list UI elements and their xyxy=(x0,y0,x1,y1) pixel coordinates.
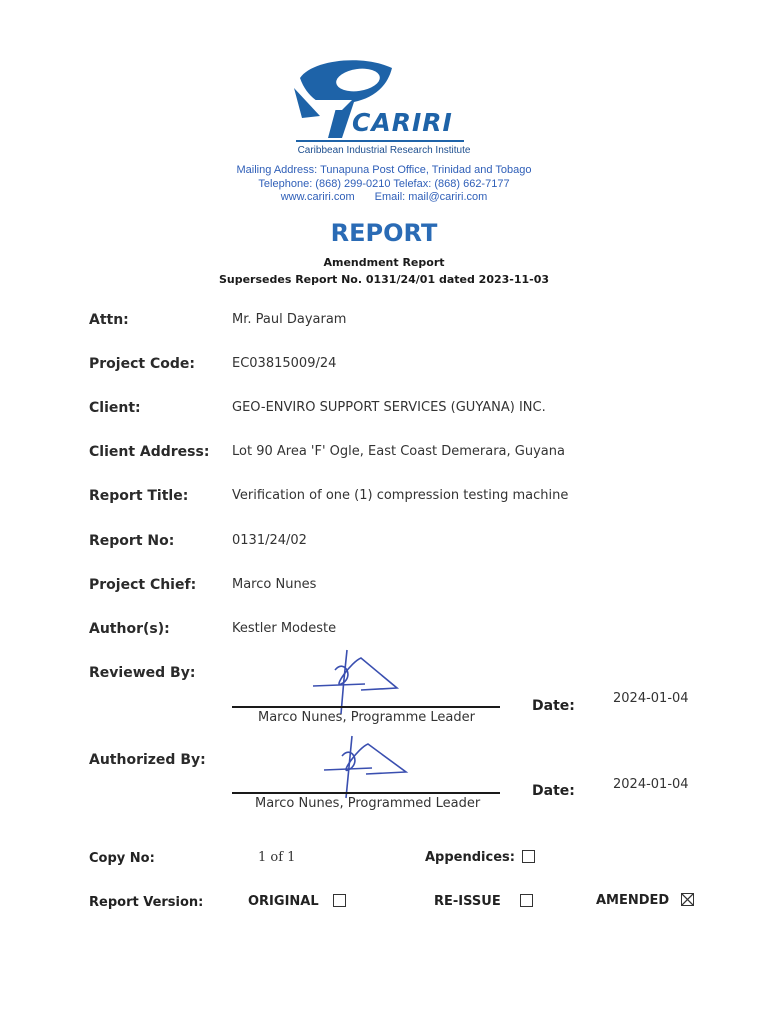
page-title: REPORT xyxy=(330,219,438,247)
authorized-date-value: 2024-01-04 xyxy=(613,777,689,792)
reissue-checkbox[interactable] xyxy=(520,894,533,907)
authors-value: Kestler Modeste xyxy=(232,621,337,636)
appendices-checkbox[interactable] xyxy=(522,850,535,863)
email-link[interactable]: Email: mail@cariri.com xyxy=(374,191,488,203)
institute-name: Caribbean Industrial Research Institute xyxy=(297,145,471,156)
report-version-label: Report Version: xyxy=(89,895,204,910)
mailing-address: Mailing Address: Tunapuna Post Office, Trinidad and Tobago xyxy=(236,164,532,176)
attn-label: Attn: xyxy=(89,312,129,328)
reviewed-signature xyxy=(305,648,405,718)
client-address-value: Lot 90 Area 'F' Ogle, East Coast Demerara, Guyana xyxy=(232,444,565,459)
authorized-by-label: Authorized By: xyxy=(89,752,206,768)
authorized-date-label: Date: xyxy=(532,783,575,799)
check-x-icon xyxy=(682,894,693,905)
amended-label: AMENDED xyxy=(596,893,670,908)
reviewed-by-label: Reviewed By: xyxy=(89,665,196,681)
authorized-signature-line xyxy=(232,792,500,794)
reissue-label: RE-ISSUE xyxy=(434,894,501,909)
web-email-line xyxy=(0,191,768,204)
phone-line: Telephone: (868) 299-0210 Telefax: (868) 662-7177 xyxy=(258,178,510,190)
appendices-label: Appendices: xyxy=(425,850,515,865)
report-no-value: 0131/24/02 xyxy=(232,533,307,548)
reviewed-date-label: Date: xyxy=(532,698,575,714)
client-address-label: Client Address: xyxy=(89,444,210,460)
project-chief-label: Project Chief: xyxy=(89,577,197,593)
report-title-value: Verification of one (1) compression testing machine xyxy=(232,488,569,503)
client-label: Client: xyxy=(89,400,141,416)
website-link[interactable]: www.cariri.com xyxy=(280,191,355,203)
report-title-label: Report Title: xyxy=(89,488,189,504)
project-code-label: Project Code: xyxy=(89,356,195,372)
attn-value: Mr. Paul Dayaram xyxy=(232,312,347,327)
amended-checkbox[interactable] xyxy=(681,893,694,906)
authors-label: Author(s): xyxy=(89,621,170,637)
project-chief-value: Marco Nunes xyxy=(232,577,317,592)
reviewed-signature-line xyxy=(232,706,500,708)
authorized-caption: Marco Nunes, Programmed Leader xyxy=(255,796,481,811)
original-checkbox[interactable] xyxy=(333,894,346,907)
report-no-label: Report No: xyxy=(89,533,175,549)
supersedes-note: Supersedes Report No. 0131/24/01 dated 2023-11-03 xyxy=(218,273,550,286)
original-label: ORIGINAL xyxy=(248,894,319,909)
logo-underline xyxy=(296,140,464,142)
project-code-value: EC03815009/24 xyxy=(232,356,337,371)
copy-no-label: Copy No: xyxy=(89,851,155,866)
copy-no-value: 1 of 1 xyxy=(258,850,296,865)
logo-wordmark: CARIRI xyxy=(352,108,453,137)
client-value: GEO-ENVIRO SUPPORT SERVICES (GUYANA) INC. xyxy=(232,400,546,415)
reviewed-caption: Marco Nunes, Programme Leader xyxy=(258,710,475,725)
cariri-logo xyxy=(292,58,467,148)
report-subtitle: Amendment Report xyxy=(323,256,445,269)
reviewed-date-value: 2024-01-04 xyxy=(613,691,689,706)
